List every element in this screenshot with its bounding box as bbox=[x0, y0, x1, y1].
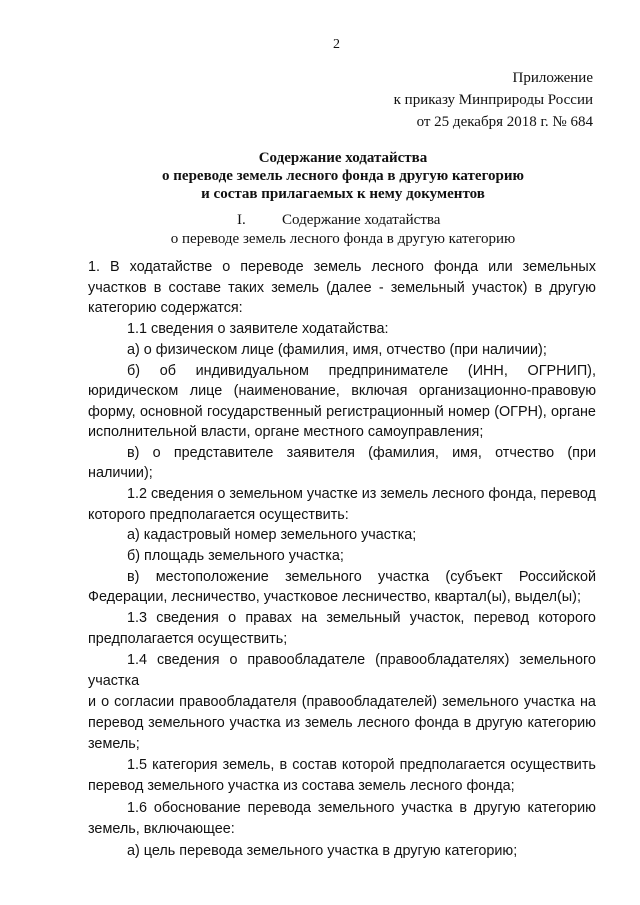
word: основной bbox=[139, 404, 203, 420]
word: составе bbox=[168, 280, 221, 296]
word: участка bbox=[229, 715, 281, 731]
word: (при bbox=[567, 445, 596, 461]
word: в bbox=[534, 280, 543, 296]
word: и bbox=[88, 694, 97, 710]
word: земельного bbox=[148, 715, 225, 731]
word: 1.4 bbox=[127, 652, 148, 668]
word: обоснование bbox=[153, 800, 241, 816]
body-line: исполнительной власти, органе местного самоуправления; bbox=[88, 424, 484, 440]
word: б) bbox=[127, 363, 141, 379]
page-number: 2 bbox=[333, 37, 340, 52]
title-line-2: о переводе земель лесного фонда в другую категорию bbox=[162, 168, 524, 184]
body-line: земель, включающее: bbox=[88, 821, 235, 837]
word: категорию bbox=[527, 715, 596, 731]
word: заявителя bbox=[286, 445, 355, 461]
word: (ОГРН), bbox=[494, 404, 547, 420]
word: земельный bbox=[390, 280, 465, 296]
header-line-2: к приказу Минприроды России bbox=[393, 92, 593, 108]
word: о bbox=[101, 694, 110, 710]
body-line bbox=[127, 800, 596, 816]
word: в bbox=[459, 800, 468, 816]
word: участок) bbox=[471, 280, 528, 296]
word: переводе bbox=[240, 259, 304, 275]
word: (ИНН, bbox=[467, 363, 508, 379]
body-line bbox=[88, 404, 596, 420]
word: (правообладателях) bbox=[375, 652, 510, 668]
word: земельных bbox=[522, 259, 596, 275]
word: представителе bbox=[173, 445, 274, 461]
word: из bbox=[361, 486, 377, 502]
word: сведения bbox=[156, 652, 220, 668]
word: ОГРНИП), bbox=[527, 363, 596, 379]
word: сведения bbox=[150, 486, 214, 502]
word: участке bbox=[306, 486, 358, 502]
body-line bbox=[88, 715, 596, 731]
body-line bbox=[127, 610, 596, 626]
word: на bbox=[579, 694, 596, 710]
section-line-2: о переводе земель лесного фонда в другую категорию bbox=[170, 231, 516, 247]
word: местоположение bbox=[155, 569, 269, 585]
word: номер bbox=[448, 404, 490, 420]
word: земельном bbox=[229, 486, 303, 502]
word: перевода bbox=[247, 800, 312, 816]
word: лесного bbox=[432, 486, 485, 502]
word: (наименование, bbox=[233, 383, 340, 399]
word: другую bbox=[549, 280, 596, 296]
word: лесного bbox=[357, 715, 410, 731]
word: правообладателе bbox=[247, 652, 366, 668]
body-line bbox=[88, 694, 596, 710]
word: органе bbox=[551, 404, 596, 420]
word: 1.6 bbox=[127, 800, 148, 816]
word: состав bbox=[292, 757, 337, 773]
word: земельного bbox=[285, 569, 362, 585]
word: 1. bbox=[88, 259, 101, 275]
word: таких bbox=[228, 280, 265, 296]
word: категорию bbox=[527, 800, 596, 816]
word: лице bbox=[189, 383, 223, 399]
body-line: перевод земельного участка из состава земель лесного фонда; bbox=[88, 778, 515, 794]
word: в bbox=[279, 757, 288, 773]
body-line bbox=[127, 569, 596, 585]
word: земель bbox=[313, 259, 362, 275]
word: в bbox=[153, 280, 162, 296]
word: организационно-правовую bbox=[418, 383, 596, 399]
word: о bbox=[228, 610, 237, 626]
section-numeral: I. bbox=[237, 212, 246, 228]
body-line: Федерации, лесничество, участковое лесничество, квартал(ы), выдел(ы); bbox=[88, 589, 581, 605]
body-line bbox=[88, 259, 596, 275]
word: участков bbox=[88, 280, 147, 296]
word: земельный bbox=[326, 610, 401, 626]
word: на bbox=[301, 610, 318, 626]
word: (субъект bbox=[445, 569, 503, 585]
word: земель bbox=[304, 715, 353, 731]
body-line bbox=[88, 383, 596, 399]
word: земельного bbox=[442, 694, 519, 710]
word: регистрационный bbox=[326, 404, 444, 420]
body-line: участка bbox=[88, 673, 140, 689]
word: предпринимателе bbox=[328, 363, 449, 379]
word: имя, bbox=[452, 445, 482, 461]
body-line bbox=[88, 280, 596, 296]
word: отчество bbox=[495, 445, 555, 461]
word: участка bbox=[378, 569, 430, 585]
word: правах bbox=[245, 610, 292, 626]
body-line: наличии); bbox=[88, 465, 153, 481]
body-line bbox=[127, 757, 596, 773]
word: земель bbox=[271, 280, 319, 296]
word: о bbox=[217, 486, 226, 502]
word: фонда, bbox=[488, 486, 537, 502]
body-line bbox=[127, 363, 596, 379]
word: земель bbox=[380, 486, 429, 502]
body-line: земель; bbox=[88, 736, 140, 752]
word: 1.5 bbox=[127, 757, 148, 773]
word: участка bbox=[523, 694, 575, 710]
word: 1.3 bbox=[127, 610, 148, 626]
body-line: а) цель перевода земельного участка в другую категорию; bbox=[127, 843, 518, 859]
body-line bbox=[127, 652, 596, 668]
word: (далее bbox=[326, 280, 372, 296]
word: земельного bbox=[317, 800, 395, 816]
word: или bbox=[488, 259, 513, 275]
word: осуществить bbox=[510, 757, 596, 773]
body-line: предполагается осуществить; bbox=[88, 631, 288, 647]
body-line bbox=[127, 486, 596, 502]
word: категория bbox=[152, 757, 218, 773]
word: перевод bbox=[473, 610, 530, 626]
word: ходатайстве bbox=[129, 259, 213, 275]
word: государственный bbox=[207, 404, 322, 420]
word: лесного bbox=[371, 259, 424, 275]
word: Российской bbox=[518, 569, 596, 585]
word: правообладателя bbox=[179, 694, 297, 710]
body-line bbox=[127, 445, 596, 461]
word: фонда bbox=[414, 715, 459, 731]
body-line: а) о физическом лице (фамилия, имя, отчество (при наличии); bbox=[127, 342, 547, 358]
word: сведения bbox=[156, 610, 219, 626]
word: фонда bbox=[433, 259, 479, 275]
word: из bbox=[285, 715, 301, 731]
word: предполагается bbox=[399, 757, 506, 773]
word: в) bbox=[127, 445, 140, 461]
word: - bbox=[378, 280, 384, 296]
word: индивидуальном bbox=[195, 363, 309, 379]
body-line: которого предполагается осуществить: bbox=[88, 507, 349, 523]
word: о bbox=[222, 259, 231, 275]
header-line-1: Приложение bbox=[512, 70, 593, 86]
section-line-1: Содержание ходатайства bbox=[282, 212, 441, 228]
title-line-3: и состав прилагаемых к нему документов bbox=[201, 186, 485, 202]
word: другую bbox=[476, 715, 523, 731]
word: 1.2 bbox=[127, 486, 148, 502]
word: в bbox=[463, 715, 472, 731]
word: в) bbox=[127, 569, 140, 585]
word: перевод bbox=[540, 486, 596, 502]
word: (правообладателей) bbox=[301, 694, 438, 710]
word: юридическом bbox=[88, 383, 179, 399]
word: которой bbox=[341, 757, 395, 773]
word: форму, bbox=[88, 404, 136, 420]
word: согласии bbox=[114, 694, 175, 710]
word: о bbox=[152, 445, 161, 461]
word: (фамилия, bbox=[368, 445, 439, 461]
word: о bbox=[229, 652, 238, 668]
word: участок, bbox=[409, 610, 465, 626]
word: другую bbox=[473, 800, 521, 816]
word: В bbox=[110, 259, 120, 275]
word: земельного bbox=[519, 652, 596, 668]
word: которого bbox=[538, 610, 596, 626]
body-line: 1.1 сведения о заявителе ходатайства: bbox=[127, 321, 389, 337]
title-line-1: Содержание ходатайства bbox=[258, 150, 428, 166]
body-line: а) кадастровый номер земельного участка; bbox=[127, 527, 417, 543]
body-line: б) площадь земельного участка; bbox=[127, 548, 344, 564]
word: земель, bbox=[222, 757, 275, 773]
word: перевод bbox=[88, 715, 144, 731]
word: об bbox=[159, 363, 176, 379]
word: участка bbox=[401, 800, 453, 816]
header-line-3: от 25 декабря 2018 г. № 684 bbox=[416, 114, 593, 130]
body-line: категорию содержатся: bbox=[88, 300, 243, 316]
word: включая bbox=[351, 383, 408, 399]
